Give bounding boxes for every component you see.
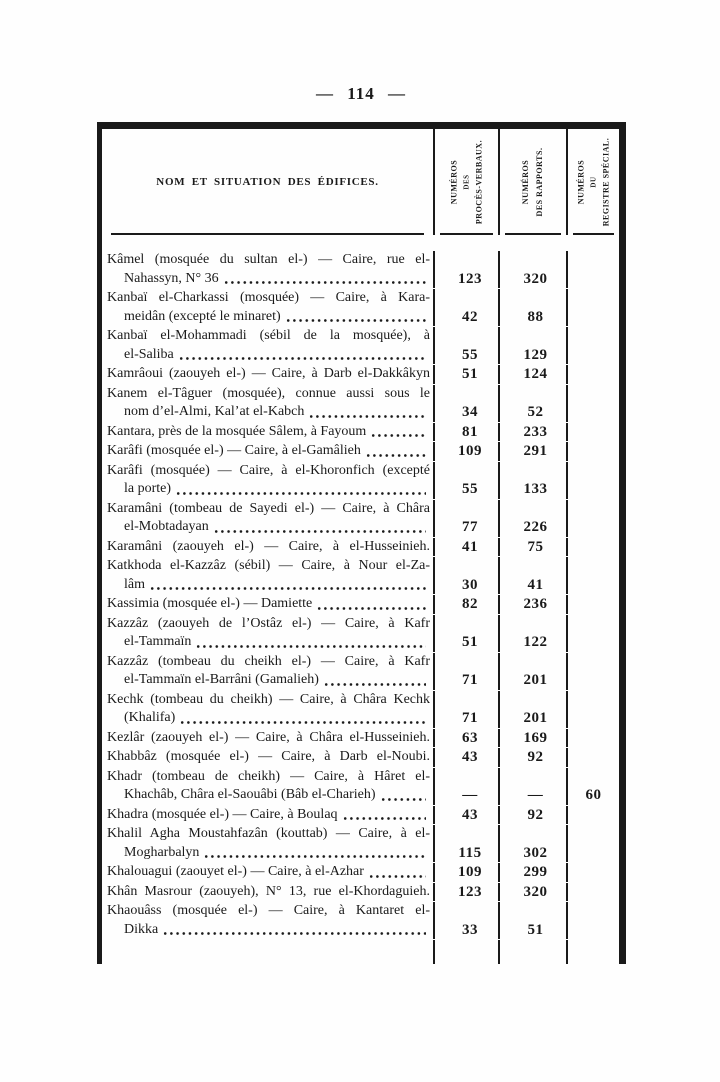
proces-verbaux-value: 41 bbox=[462, 538, 478, 555]
edifice-name-cell bbox=[102, 825, 435, 862]
page-number: — 114 — bbox=[315, 84, 407, 103]
proces-verbaux-value-cell bbox=[435, 423, 500, 442]
entry-last-line bbox=[107, 595, 430, 614]
entry-last-line bbox=[107, 365, 430, 384]
entry-text: Karamâni (zaouyeh el-) — Caire, à el-Husseinieh. bbox=[107, 538, 430, 554]
entry-text: Khalouagui (zaouyet el-) — Caire, à el-Azhar bbox=[107, 864, 364, 879]
entry-line: Kechk (tombeau du cheikh) — Caire, à Châra Kechk bbox=[107, 691, 430, 707]
dot-leader bbox=[366, 452, 426, 459]
edifice-name-cell bbox=[102, 365, 435, 384]
entry-last-line bbox=[107, 308, 430, 327]
proces-verbaux-value-cell bbox=[435, 442, 500, 461]
table-row bbox=[102, 615, 619, 652]
edifice-name-cell bbox=[102, 902, 435, 939]
header-line: NUMÉROS bbox=[521, 159, 530, 205]
entry-text: lâm bbox=[124, 576, 145, 592]
dot-leader bbox=[176, 490, 426, 497]
edifice-name-cell bbox=[102, 538, 435, 557]
entry-line: Karamâni (tombeau de Sayedi el-) — Caire, à Châra bbox=[107, 500, 430, 516]
registre-special-value-cell bbox=[568, 825, 619, 862]
table-row bbox=[102, 863, 619, 882]
spacer-rap-cell bbox=[500, 940, 568, 964]
rapports-value-cell bbox=[500, 500, 568, 537]
proces-verbaux-value-cell bbox=[435, 825, 500, 862]
registre-special-value-cell bbox=[568, 538, 619, 557]
rapports-value: 88 bbox=[527, 308, 544, 325]
entry-last-line bbox=[107, 633, 430, 652]
spacer-pv-cell bbox=[435, 940, 500, 964]
entry-last-line bbox=[107, 346, 430, 365]
header-cell-numeros-rapports bbox=[500, 129, 568, 235]
proces-verbaux-value-cell bbox=[435, 863, 500, 882]
entry-text: el-Saliba bbox=[124, 346, 174, 362]
entry-last-line bbox=[107, 403, 430, 422]
proces-verbaux-value-cell bbox=[435, 883, 500, 902]
rapports-value-cell bbox=[500, 385, 568, 422]
rotated-header-rapports bbox=[519, 131, 547, 233]
dot-leader bbox=[179, 355, 426, 362]
edifice-name-cell bbox=[102, 462, 435, 499]
dot-leader bbox=[286, 317, 426, 324]
rapports-value: 122 bbox=[523, 634, 548, 650]
entry-line: Kanbaï el-Mohammadi (sébil de la mosquée), à bbox=[107, 328, 430, 343]
registre-special-value-cell bbox=[568, 653, 619, 690]
entry-last-line bbox=[107, 921, 430, 940]
rapports-value: 41 bbox=[527, 576, 544, 593]
table-row bbox=[102, 385, 619, 422]
registre-special-value-cell bbox=[568, 423, 619, 442]
rapports-value: 302 bbox=[523, 844, 548, 861]
proces-verbaux-value-cell bbox=[435, 500, 500, 537]
registre-special-value-cell bbox=[568, 327, 619, 364]
proces-verbaux-value-cell bbox=[435, 365, 500, 384]
rapports-value: 129 bbox=[523, 346, 548, 363]
registre-special-value-cell bbox=[568, 883, 619, 902]
edifice-name-cell bbox=[102, 863, 435, 882]
table-row bbox=[102, 557, 619, 594]
table-row bbox=[102, 729, 619, 748]
header-line: NUMÉROS bbox=[576, 159, 585, 205]
name-column-header-label: NOM ET SITUATION DES ÉDIFICES. bbox=[156, 176, 379, 188]
registre-special-value-cell bbox=[568, 251, 619, 288]
entry-line: Kazzâz (tombeau du cheikh el-) — Caire, à Kafr bbox=[107, 653, 430, 669]
entry-text: la porte) bbox=[124, 481, 172, 496]
registre-special-value-cell bbox=[568, 748, 619, 767]
proces-verbaux-value-cell bbox=[435, 289, 500, 326]
registre-special-value-cell bbox=[568, 557, 619, 594]
table-body bbox=[102, 235, 619, 964]
rapports-value: 320 bbox=[523, 883, 548, 900]
table-row bbox=[102, 883, 619, 902]
rapports-value: 291 bbox=[523, 443, 548, 459]
edifice-name-cell bbox=[102, 557, 435, 594]
entry-text: Karâfi (mosquée el-) — Caire, à el-Gamâlieh bbox=[107, 443, 361, 458]
rapports-value-cell bbox=[500, 863, 568, 882]
entry-text: el-Tammaïn el-Barrâni (Gamalieh) bbox=[124, 672, 319, 687]
entry-last-line bbox=[107, 883, 430, 902]
edifice-name-cell bbox=[102, 423, 435, 442]
dot-leader bbox=[369, 873, 426, 880]
entry-text: Kassimia (mosquée el-) — Damiette bbox=[107, 596, 313, 611]
proces-verbaux-value: 115 bbox=[458, 844, 482, 861]
proces-verbaux-value: 51 bbox=[462, 366, 478, 382]
table-row bbox=[102, 423, 619, 442]
entry-last-line bbox=[107, 806, 430, 825]
rapports-value-cell bbox=[500, 691, 568, 728]
proces-verbaux-value: 43 bbox=[462, 806, 478, 823]
entry-line: Karâfi (mosquée) — Caire, à el-Khoronfich (excepté bbox=[107, 462, 430, 478]
proces-verbaux-value: 123 bbox=[458, 883, 482, 900]
table-row bbox=[102, 806, 619, 825]
edifice-name-cell bbox=[102, 615, 435, 652]
proces-verbaux-value: 43 bbox=[462, 749, 478, 765]
proces-verbaux-value-cell bbox=[435, 462, 500, 499]
proces-verbaux-value-cell bbox=[435, 615, 500, 652]
rapports-value-cell bbox=[500, 423, 568, 442]
registre-special-value-cell bbox=[568, 806, 619, 825]
dot-leader bbox=[317, 605, 426, 612]
edifices-table bbox=[97, 122, 626, 964]
rapports-value: 133 bbox=[523, 481, 548, 497]
dot-leader bbox=[343, 815, 426, 822]
entry-text: Khân Masrour (zaouyeh), N° 13, rue el-Khordaguieh. bbox=[107, 883, 430, 899]
edifice-name-cell bbox=[102, 883, 435, 902]
table-row bbox=[102, 538, 619, 557]
proces-verbaux-value-cell bbox=[435, 729, 500, 748]
dot-leader bbox=[371, 432, 426, 439]
entry-last-line bbox=[107, 729, 430, 748]
rapports-value-cell bbox=[500, 825, 568, 862]
proces-verbaux-value-cell bbox=[435, 385, 500, 422]
header-line: DES bbox=[462, 174, 470, 190]
table-row bbox=[102, 748, 619, 767]
table-row bbox=[102, 289, 619, 326]
entry-last-line bbox=[107, 423, 430, 442]
rapports-value: 51 bbox=[527, 921, 544, 938]
table-row bbox=[102, 462, 619, 499]
proces-verbaux-value: 123 bbox=[458, 270, 482, 287]
proces-verbaux-value-cell bbox=[435, 806, 500, 825]
rotated-header-registre-special bbox=[574, 131, 613, 233]
proces-verbaux-value-cell bbox=[435, 595, 500, 614]
header-line: PROCÈS-VERBAUX. bbox=[474, 139, 483, 225]
rapports-value-cell bbox=[500, 883, 568, 902]
header-cell-nom-et-situation bbox=[102, 129, 435, 235]
rapports-value: 226 bbox=[523, 519, 548, 535]
spacer-reg-cell bbox=[568, 940, 619, 964]
rapports-value: 75 bbox=[527, 538, 544, 555]
rapports-value: 320 bbox=[523, 270, 548, 287]
proces-verbaux-value: 33 bbox=[462, 921, 478, 938]
entry-text: el-Tammaïn bbox=[124, 634, 192, 649]
proces-verbaux-value-cell bbox=[435, 768, 500, 805]
proces-verbaux-value: 55 bbox=[462, 481, 478, 497]
edifice-name-cell bbox=[102, 442, 435, 461]
rapports-value: 92 bbox=[527, 806, 544, 823]
edifice-name-cell bbox=[102, 327, 435, 364]
registre-special-value-cell bbox=[568, 442, 619, 461]
rapports-value-cell bbox=[500, 902, 568, 939]
entry-line: Kazzâz (zaouyeh de l’Ostâz el-) — Caire, à Kafr bbox=[107, 615, 430, 631]
entry-last-line bbox=[107, 538, 430, 557]
entry-text: Mogharbalyn bbox=[124, 844, 200, 860]
edifice-name-cell bbox=[102, 768, 435, 805]
rapports-value: — bbox=[527, 787, 544, 803]
proces-verbaux-value: 77 bbox=[462, 519, 478, 535]
proces-verbaux-value: 109 bbox=[458, 443, 482, 459]
proces-verbaux-value: 51 bbox=[462, 634, 478, 650]
entry-last-line bbox=[107, 748, 430, 767]
registre-special-value-cell bbox=[568, 615, 619, 652]
entry-text: Kantara, près de la mosquée Sâlem, à Fayoum bbox=[107, 423, 367, 439]
edifice-name-cell bbox=[102, 251, 435, 288]
table-row bbox=[102, 691, 619, 728]
table-row bbox=[102, 365, 619, 384]
edifice-name-cell bbox=[102, 289, 435, 326]
rapports-value: 201 bbox=[523, 710, 548, 726]
table-row bbox=[102, 442, 619, 461]
proces-verbaux-value: 34 bbox=[462, 404, 478, 420]
proces-verbaux-value: 55 bbox=[462, 346, 478, 363]
table-row bbox=[102, 902, 619, 939]
registre-special-value-cell bbox=[568, 462, 619, 499]
registre-special-value-cell bbox=[568, 289, 619, 326]
table-row bbox=[102, 251, 619, 288]
registre-special-value-cell bbox=[568, 768, 619, 805]
edifice-name-cell bbox=[102, 385, 435, 422]
table-row bbox=[102, 768, 619, 805]
proces-verbaux-value: 30 bbox=[462, 576, 478, 593]
dot-leader bbox=[196, 643, 426, 650]
table-row bbox=[102, 327, 619, 364]
dot-leader bbox=[163, 930, 426, 937]
entry-line: Khaouâss (mosquée el-) — Caire, à Kantaret el- bbox=[107, 903, 430, 918]
header-line: NUMÉROS bbox=[449, 159, 458, 205]
edifice-name-cell bbox=[102, 500, 435, 537]
rotated-header-proces-verbaux bbox=[447, 131, 486, 233]
rapports-value-cell bbox=[500, 595, 568, 614]
rapports-value-cell bbox=[500, 289, 568, 326]
proces-verbaux-value: 63 bbox=[462, 729, 478, 746]
registre-special-value-cell bbox=[568, 595, 619, 614]
rapports-value-cell bbox=[500, 768, 568, 805]
rapports-value-cell bbox=[500, 748, 568, 767]
header-cell-numeros-registre-special bbox=[568, 129, 619, 235]
proces-verbaux-value-cell bbox=[435, 653, 500, 690]
header-line: REGISTRE SPÉCIAL. bbox=[601, 137, 610, 227]
proces-verbaux-value-cell bbox=[435, 251, 500, 288]
entry-last-line bbox=[107, 844, 430, 863]
edifice-name-cell bbox=[102, 691, 435, 728]
table-header-row bbox=[102, 129, 619, 235]
entry-text: (Khalifa) bbox=[124, 710, 176, 725]
dot-leader bbox=[224, 279, 426, 286]
entry-last-line bbox=[107, 518, 430, 537]
rapports-value-cell bbox=[500, 442, 568, 461]
edifice-name-cell bbox=[102, 729, 435, 748]
rapports-value-cell bbox=[500, 251, 568, 288]
entry-text: Kezlâr (zaouyeh el-) — Caire, à Châra el-Husseinieh. bbox=[107, 729, 430, 745]
entry-text: nom d’el-Almi, Kal’at el-Kabch bbox=[124, 404, 305, 419]
entry-line: Kanbaï el-Charkassi (mosquée) — Caire, à Kara- bbox=[107, 290, 430, 305]
table-bottom-spacer bbox=[102, 940, 619, 964]
entry-last-line bbox=[107, 671, 430, 690]
registre-special-value: 60 bbox=[585, 787, 602, 803]
entry-text: Khachâb, Châra el-Saouâbi (Bâb el-Charieh) bbox=[124, 787, 376, 802]
entry-last-line bbox=[107, 786, 430, 805]
table-row bbox=[102, 653, 619, 690]
rapports-value-cell bbox=[500, 557, 568, 594]
edifice-name-cell bbox=[102, 748, 435, 767]
proces-verbaux-value: — bbox=[462, 787, 478, 803]
table-row bbox=[102, 500, 619, 537]
rapports-value-cell bbox=[500, 327, 568, 364]
entry-line: Khadr (tombeau de cheikh) — Caire, à Hâret el- bbox=[107, 768, 430, 784]
entry-last-line bbox=[107, 442, 430, 461]
registre-special-value-cell bbox=[568, 365, 619, 384]
entry-last-line bbox=[107, 863, 430, 882]
dot-leader bbox=[150, 585, 426, 592]
rapports-value-cell bbox=[500, 615, 568, 652]
edifice-name-cell bbox=[102, 806, 435, 825]
dot-leader bbox=[204, 853, 426, 860]
registre-special-value-cell bbox=[568, 863, 619, 882]
proces-verbaux-value-cell bbox=[435, 327, 500, 364]
entry-text: Khadra (mosquée el-) — Caire, à Boulaq bbox=[107, 806, 338, 822]
registre-special-value-cell bbox=[568, 729, 619, 748]
registre-special-value-cell bbox=[568, 902, 619, 939]
table-row bbox=[102, 825, 619, 862]
header-line: DES RAPPORTS. bbox=[535, 147, 544, 217]
entry-text: Khabbâz (mosquée el-) — Caire, à Darb el-Noubi. bbox=[107, 749, 430, 764]
proces-verbaux-value: 81 bbox=[462, 423, 478, 440]
dot-leader bbox=[214, 528, 426, 535]
rapports-value: 92 bbox=[527, 749, 544, 765]
rapports-value: 299 bbox=[523, 864, 548, 880]
rapports-value-cell bbox=[500, 365, 568, 384]
dot-leader bbox=[324, 681, 426, 688]
proces-verbaux-value-cell bbox=[435, 902, 500, 939]
rapports-value-cell bbox=[500, 462, 568, 499]
rapports-value: 169 bbox=[523, 729, 548, 746]
spacer-name-cell bbox=[102, 940, 435, 964]
rapports-value-cell bbox=[500, 653, 568, 690]
proces-verbaux-value-cell bbox=[435, 538, 500, 557]
entry-text: meidân (excepté le minaret) bbox=[124, 308, 281, 324]
rapports-value-cell bbox=[500, 729, 568, 748]
entry-line: Khalil Agha Moustahfazân (kouttab) — Caire, à el- bbox=[107, 826, 430, 841]
rapports-value: 201 bbox=[523, 672, 548, 688]
entry-text: Kamrâoui (zaouyeh el-) — Caire, à Darb el-Dakkâkyn bbox=[107, 366, 430, 381]
registre-special-value-cell bbox=[568, 500, 619, 537]
entry-last-line bbox=[107, 270, 430, 289]
edifice-name-cell bbox=[102, 653, 435, 690]
entry-text: Dikka bbox=[124, 921, 159, 937]
registre-special-value-cell bbox=[568, 691, 619, 728]
entry-line: Kanem el-Tâguer (mosquée), connue aussi sous le bbox=[107, 385, 430, 401]
entry-line: Katkhoda el-Kazzâz (sébil) — Caire, à Nour el-Za- bbox=[107, 558, 430, 573]
entry-line: Kâmel (mosquée du sultan el-) — Caire, rue el- bbox=[107, 252, 430, 267]
rapports-value: 124 bbox=[523, 366, 548, 382]
dot-leader bbox=[309, 413, 426, 420]
edifice-name-cell bbox=[102, 595, 435, 614]
proces-verbaux-value-cell bbox=[435, 691, 500, 728]
rapports-value: 236 bbox=[523, 596, 548, 612]
proces-verbaux-value-cell bbox=[435, 557, 500, 594]
entry-text: Nahassyn, N° 36 bbox=[124, 270, 219, 286]
entry-text: el-Mobtadayan bbox=[124, 519, 209, 534]
rapports-value: 52 bbox=[527, 404, 544, 420]
proces-verbaux-value: 71 bbox=[462, 710, 478, 726]
entry-last-line bbox=[107, 709, 430, 728]
registre-special-value-cell bbox=[568, 385, 619, 422]
proces-verbaux-value: 71 bbox=[462, 672, 478, 688]
proces-verbaux-value: 82 bbox=[462, 596, 478, 612]
rapports-value-cell bbox=[500, 806, 568, 825]
dot-leader bbox=[180, 719, 426, 726]
dot-leader bbox=[381, 796, 426, 803]
header-cell-numeros-proces-verbaux bbox=[435, 129, 500, 235]
rapports-value-cell bbox=[500, 538, 568, 557]
rapports-value: 233 bbox=[523, 423, 548, 440]
table-row bbox=[102, 595, 619, 614]
entry-last-line bbox=[107, 576, 430, 595]
entry-last-line bbox=[107, 480, 430, 499]
proces-verbaux-value: 42 bbox=[462, 308, 478, 325]
proces-verbaux-value-cell bbox=[435, 748, 500, 767]
proces-verbaux-value: 109 bbox=[458, 864, 482, 880]
header-line: DU bbox=[589, 176, 597, 188]
